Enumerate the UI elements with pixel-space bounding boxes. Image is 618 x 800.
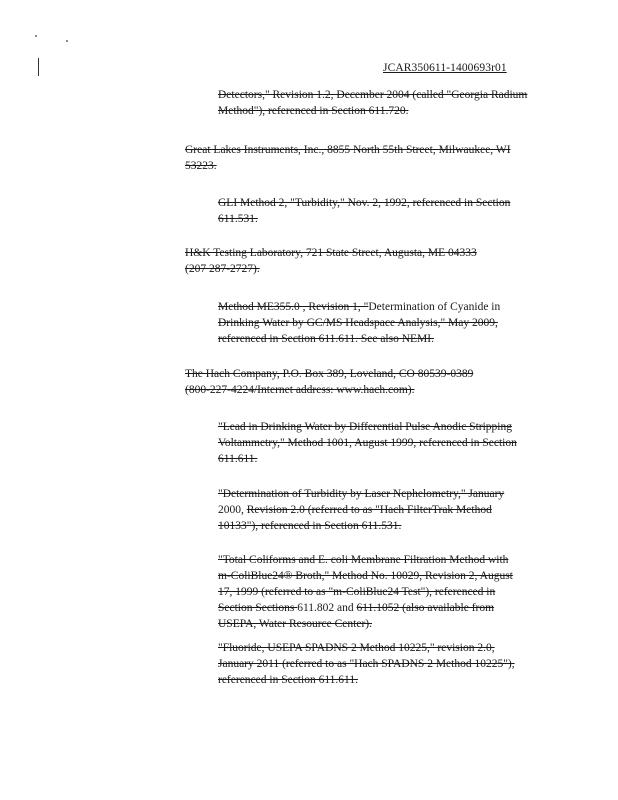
struck-text: Method"), referenced in Section 611.720.	[218, 105, 409, 117]
entry-line	[218, 584, 513, 600]
entry-line	[218, 451, 517, 467]
entry-line	[218, 568, 513, 584]
entry-line	[218, 518, 504, 534]
struck-text: Detectors," Revision 1.2, December 2004 (called "Georgia Radium	[218, 89, 528, 101]
struck-text: Voltammetry," Method 1001, August 1999, referenced in Section	[218, 437, 517, 449]
entry-line	[185, 261, 477, 277]
text-segment: 2000,	[218, 504, 247, 516]
struck-text: 611.531.	[218, 213, 258, 225]
struck-text: (800-227-4224/Internet address: www.hach.com).	[185, 384, 415, 396]
entry-method-me355	[218, 299, 500, 347]
entry-hach-company	[185, 366, 473, 398]
struck-text: referenced in Section 611.611.	[218, 674, 358, 686]
entry-line	[218, 419, 517, 435]
entry-gli-method-2	[218, 195, 510, 227]
struck-text: Drinking Water by GC/MS Headspace Analysis," May 2009,	[218, 317, 498, 329]
entry-line	[218, 502, 504, 518]
entry-line	[218, 672, 515, 688]
struck-text: Great Lakes Instruments, Inc., 8855 North 55th Street, Milwaukee, WI	[185, 144, 511, 156]
entry-georgia-radium-method	[218, 87, 527, 119]
struck-text: "Determination of Turbidity by Laser Nephelometry," January	[218, 488, 505, 500]
entry-hach-turbidity-laser	[218, 486, 504, 534]
struck-text: The Hach Company, P.O. Box 389, Loveland, CO 80539-0389	[185, 368, 474, 380]
entry-line	[218, 331, 500, 347]
struck-text: (207 287-2727).	[185, 263, 260, 275]
left-margin-rule	[38, 58, 39, 76]
entry-line	[218, 600, 513, 616]
entry-hk-testing-laboratory	[185, 245, 477, 277]
entry-hach-total-coliforms	[218, 552, 513, 632]
struck-text: 10133"), referenced in Section 611.531.	[218, 520, 402, 532]
entry-hach-fluoride-spadns	[218, 640, 515, 688]
struck-text: USEPA, Water Resource Center).	[218, 618, 372, 630]
entry-line	[218, 552, 513, 568]
entry-line	[185, 158, 511, 174]
struck-text: January 2011 (referred to as "Hach SPADNS 2 Method 10225"),	[218, 658, 515, 670]
text-segment: Determination of Cyanide in	[368, 301, 501, 313]
struck-text: Section Sections	[218, 602, 298, 614]
entry-great-lakes-instruments	[185, 142, 511, 174]
struck-text: Revision 2.0 (referred to as "Hach FilterTrak Method	[246, 504, 492, 516]
struck-text: 611.611.	[218, 453, 258, 465]
struck-text: Method ME355.0 , Revision 1, "	[218, 301, 369, 313]
struck-text: "Total Coliforms and E. coli Membrane Filtration Method with	[218, 554, 509, 566]
scan-speck	[35, 35, 37, 37]
entry-line	[218, 656, 515, 672]
entry-line	[218, 87, 527, 103]
struck-text: "Fluoride, USEPA SPADNS 2 Method 10225," revision 2.0,	[218, 642, 495, 654]
entry-line	[218, 103, 527, 119]
entry-line	[218, 211, 510, 227]
struck-text: "Lead in Drinking Water by Differential Pulse Anodic Stripping	[218, 421, 512, 433]
entry-line	[218, 640, 515, 656]
entry-line	[218, 616, 513, 632]
struck-text: referenced in Section 611.611. See also NEMI.	[218, 333, 434, 345]
entry-line	[218, 486, 504, 502]
struck-text: (also available from	[399, 602, 495, 614]
document-id: JCAR350611-1400693r01	[383, 62, 507, 74]
struck-text: GLI Method 2, "Turbidity," Nov. 2, 1992, referenced in Section	[218, 197, 511, 209]
entry-line	[185, 245, 477, 261]
scan-speck	[66, 40, 68, 42]
entry-line	[185, 382, 473, 398]
text-segment: 611.802 and	[297, 602, 357, 614]
struck-text: m-ColiBlue24® Broth," Method No. 10029, Revision 2, August	[218, 570, 513, 582]
entry-line	[218, 315, 500, 331]
struck-text: 611.1052	[356, 602, 400, 614]
struck-text: 53223.	[185, 160, 217, 172]
entry-line	[218, 435, 517, 451]
entry-line	[218, 195, 510, 211]
entry-line	[185, 366, 473, 382]
struck-text: 17, 1999 (referred to as "m-ColiBlue24 Test"), referenced in	[218, 586, 496, 598]
struck-text: H&K Testing Laboratory, 721 State Street, Augusta, ME 04333	[185, 247, 477, 259]
entry-line	[218, 299, 500, 315]
entry-hach-lead-method-1001	[218, 419, 517, 467]
entry-line	[185, 142, 511, 158]
